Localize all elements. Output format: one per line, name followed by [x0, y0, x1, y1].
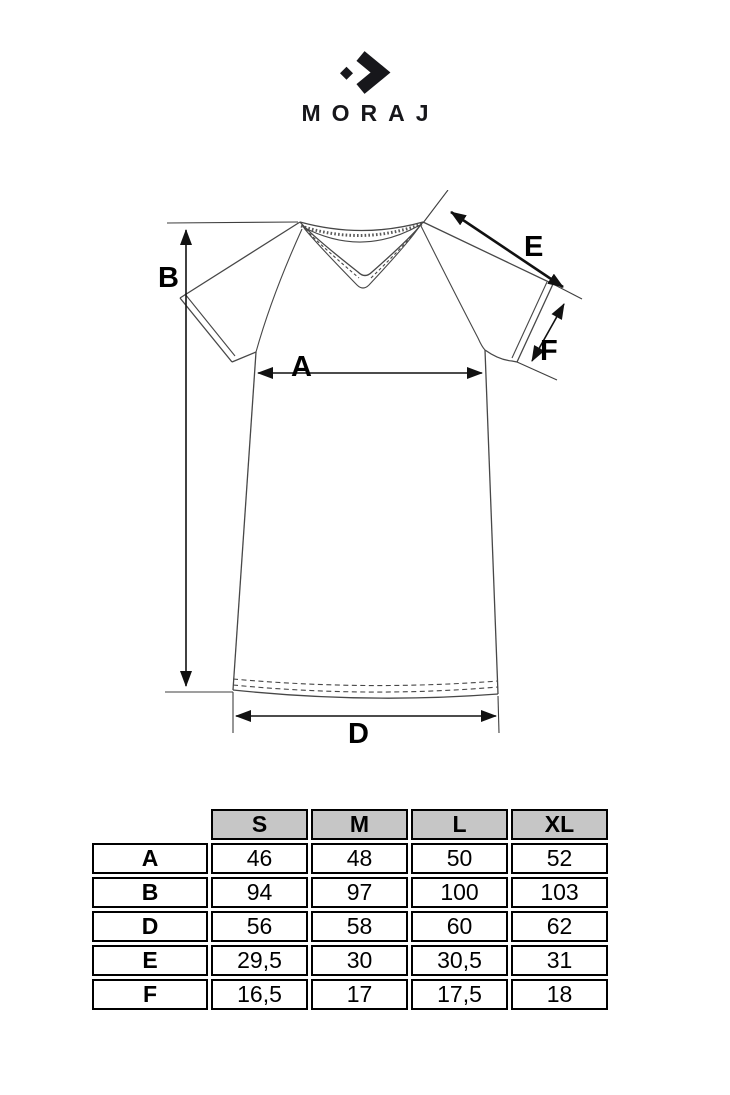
cell-b-m: 97: [311, 877, 408, 908]
cell-e-s: 29,5: [211, 945, 308, 976]
cell-a-m: 48: [311, 843, 408, 874]
b-top-extension-line: [167, 222, 298, 223]
table-corner-empty: [92, 809, 208, 840]
left-sleeve-cuff-outer: [180, 298, 232, 362]
right-cuff-top-extension-line: [553, 284, 582, 299]
size-table-header-row: [92, 809, 608, 840]
cell-a-s: 46: [211, 843, 308, 874]
d-right-extension-line: [498, 696, 499, 733]
left-sleeve-underside: [232, 352, 256, 362]
row-header-b: B: [92, 877, 208, 908]
f-label: F: [540, 335, 558, 367]
logo-chevron-icon: [361, 56, 381, 89]
b-label: B: [158, 262, 179, 294]
collar-back-bottom-edge: [303, 225, 420, 242]
cell-b-s: 94: [211, 877, 308, 908]
e-arrow: [451, 212, 563, 287]
a-label: A: [291, 351, 312, 383]
cell-b-l: 100: [411, 877, 508, 908]
right-raglan-seam: [421, 226, 485, 350]
cell-e-m: 30: [311, 945, 408, 976]
row-header-a: A: [92, 843, 208, 874]
left-sleeve-top-edge: [180, 222, 300, 298]
hem-stitch-lower: [233, 685, 498, 692]
cell-f-m: 17: [311, 979, 408, 1010]
e-start-tick-line: [423, 190, 448, 223]
cell-d-m: 58: [311, 911, 408, 942]
cell-f-s: 16,5: [211, 979, 308, 1010]
table-row: [92, 877, 608, 908]
table-row: [92, 843, 608, 874]
col-header-xl: XL: [511, 809, 608, 840]
cell-d-l: 60: [411, 911, 508, 942]
cell-f-l: 17,5: [411, 979, 508, 1010]
table-row: [92, 979, 608, 1010]
measurement-a: [258, 351, 482, 383]
body-left-seam: [233, 352, 256, 690]
e-label: E: [524, 231, 544, 263]
collar-back-top-edge: [300, 222, 423, 231]
col-header-s: S: [211, 809, 308, 840]
cell-e-xl: 31: [511, 945, 608, 976]
right-sleeve-underside: [485, 350, 517, 362]
moraj-logo-icon: [335, 45, 395, 100]
measurement-b: [158, 222, 298, 692]
table-row: [92, 945, 608, 976]
size-table: [89, 806, 611, 1013]
measurement-d: [233, 692, 499, 750]
left-sleeve-cuff-inner: [185, 294, 235, 356]
hem-stitch-upper: [233, 679, 498, 686]
cell-f-xl: 18: [511, 979, 608, 1010]
garment-measurement-diagram: [0, 190, 730, 770]
body-right-seam: [485, 350, 498, 694]
row-header-e: E: [92, 945, 208, 976]
row-header-d: D: [92, 911, 208, 942]
cell-b-xl: 103: [511, 877, 608, 908]
cell-a-l: 50: [411, 843, 508, 874]
brand-name: MORAJ: [301, 100, 440, 126]
measurement-f: [532, 304, 564, 367]
d-label: D: [348, 718, 369, 750]
logo-diamond-dot-icon: [340, 67, 353, 80]
left-raglan-seam: [256, 229, 302, 352]
hem-bottom-edge: [233, 690, 498, 698]
cell-e-l: 30,5: [411, 945, 508, 976]
row-header-f: F: [92, 979, 208, 1010]
table-row: [92, 911, 608, 942]
col-header-l: L: [411, 809, 508, 840]
cell-d-xl: 62: [511, 911, 608, 942]
cell-a-xl: 52: [511, 843, 608, 874]
garment-outline: [180, 222, 582, 698]
col-header-m: M: [311, 809, 408, 840]
cell-d-s: 56: [211, 911, 308, 942]
